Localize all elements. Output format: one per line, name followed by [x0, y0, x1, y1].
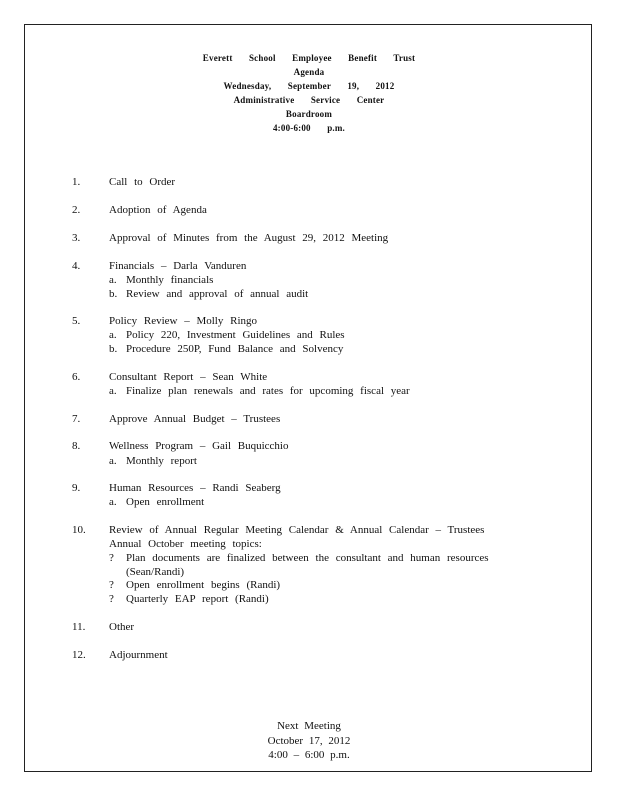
- sub-marker: a.: [109, 455, 117, 467]
- sub-item: [109, 495, 204, 509]
- item-title: Consultant Report – Sean White: [109, 371, 268, 383]
- org-title: Everett School Employee Benefit Trust: [202, 53, 416, 63]
- meeting-time: 4:00-6:00 p.m.: [272, 123, 346, 133]
- sub-text: Open enrollment: [126, 496, 205, 508]
- next-meeting-time: 4:00 – 6:00 p.m.: [268, 749, 350, 761]
- sub-marker: a.: [109, 329, 117, 341]
- sub-marker: a.: [109, 496, 117, 508]
- sub-marker: ?: [109, 552, 114, 564]
- sub-item: [109, 454, 197, 468]
- item-number: 5.: [72, 315, 81, 327]
- sub-text: Quarterly EAP report (Randi): [126, 593, 269, 605]
- item-title: Financials – Darla Vanduren: [109, 260, 247, 272]
- sub-item: [109, 342, 343, 356]
- sub-marker: ?: [109, 593, 114, 605]
- item-title: Approval of Minutes from the August 29, 2012 Meeting: [109, 232, 389, 244]
- sub-text: Monthly financials: [126, 274, 214, 286]
- sub-text: Policy 220, Investment Guidelines and Rules: [126, 329, 345, 341]
- sub-marker: ?: [109, 579, 114, 591]
- item-number: 7.: [72, 413, 81, 425]
- sub-text: Procedure 250P, Fund Balance and Solvency: [126, 343, 344, 355]
- doc-title: Agenda: [293, 67, 325, 77]
- sub-marker: b.: [109, 288, 118, 300]
- sub-text: Review and approval of annual audit: [126, 288, 309, 300]
- sub-marker: b.: [109, 343, 118, 355]
- item-title: Approve Annual Budget – Trustees: [109, 413, 281, 425]
- item-title: Policy Review – Molly Ringo: [109, 315, 257, 327]
- item-number: 10.: [72, 524, 86, 536]
- item-number: 8.: [72, 440, 81, 452]
- sub-item: [109, 328, 345, 342]
- item-title: Call to Order: [109, 176, 176, 188]
- sub-text: Plan documents are finalized between the consultant and human resources: [126, 552, 489, 564]
- sub-text: Finalize plan renewals and rates for upcoming fiscal year: [126, 385, 410, 397]
- item-number: 12.: [72, 649, 86, 661]
- item-number: 3.: [72, 232, 81, 244]
- item-title: Human Resources – Randi Seaberg: [109, 482, 281, 494]
- sub-item-continuation: (Sean/Randi): [126, 566, 185, 578]
- sub-marker: a.: [109, 385, 117, 397]
- item-title: Adoption of Agenda: [109, 204, 207, 216]
- item-title: Adjournment: [109, 649, 168, 661]
- sub-item: [109, 273, 213, 287]
- meeting-location: Administrative Service Center: [233, 95, 385, 105]
- sub-item: [109, 551, 489, 565]
- sub-marker: a.: [109, 274, 117, 286]
- meeting-room: Boardroom: [285, 109, 333, 119]
- item-number: 6.: [72, 371, 81, 383]
- sub-item: [109, 384, 410, 398]
- next-meeting-label: Next Meeting: [277, 720, 341, 732]
- item-subheading: Annual October meeting topics:: [109, 538, 262, 550]
- meeting-date: Wednesday, September 19, 2012: [223, 81, 395, 91]
- sub-item: [109, 592, 269, 606]
- item-number: 11.: [72, 621, 86, 633]
- item-title: Wellness Program – Gail Buquicchio: [109, 440, 289, 452]
- next-meeting-date: October 17, 2012: [267, 735, 351, 747]
- sub-text: Open enrollment begins (Randi): [126, 579, 281, 591]
- sub-item: [109, 578, 280, 592]
- item-number: 1.: [72, 176, 81, 188]
- sub-text: Monthly report: [126, 455, 197, 467]
- item-number: 2.: [72, 204, 81, 216]
- item-title: Other: [109, 621, 135, 633]
- item-number: 9.: [72, 482, 81, 494]
- item-title: Review of Annual Regular Meeting Calendar & Annual Calendar – Trustees: [109, 524, 485, 536]
- sub-item: [109, 287, 308, 301]
- item-number: 4.: [72, 260, 81, 272]
